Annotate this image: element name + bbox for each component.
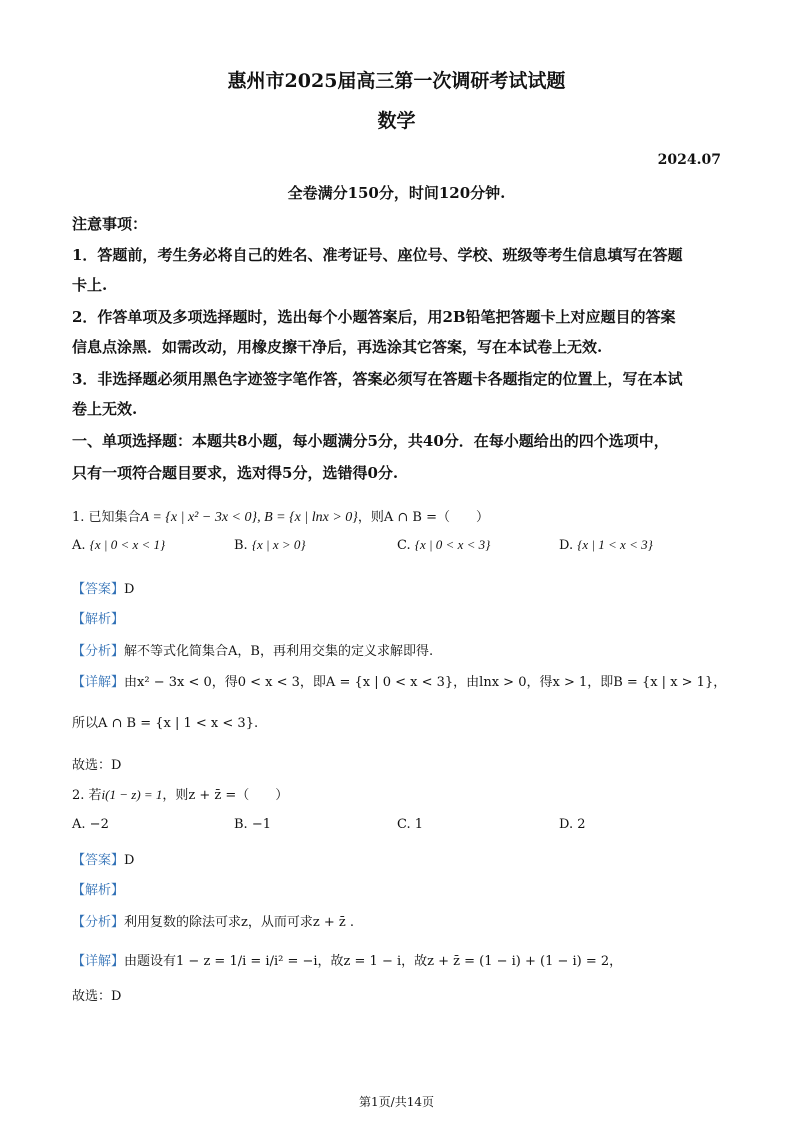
q1-option-b: B. {x | x > 0} bbox=[234, 537, 306, 553]
note-3-line-2: 卷上无效. bbox=[72, 400, 138, 418]
q2-option-d: D. 2 bbox=[559, 817, 586, 832]
note-1-line-1: 1．答题前，考生务必将自己的姓名、准考证号、座位号、学校、班级等考生信息填写在答题 bbox=[72, 246, 683, 264]
page-title: 惠州市2025届高三第一次调研考试试题 bbox=[227, 70, 566, 92]
note-3-line-1: 3．非选择题必须用黑色字迹签字笔作答，答案必须写在答题卡各题指定的位置上，写在本试 bbox=[72, 370, 683, 388]
q1-option-a: A. {x | 0 < x < 1} bbox=[72, 537, 166, 553]
question-1-stem bbox=[72, 506, 489, 526]
question-1-suffix: ，则A ∩ B =（ ） bbox=[357, 510, 490, 525]
notes-heading: 注意事项： bbox=[72, 215, 148, 233]
exam-date: 2024.07 bbox=[657, 152, 721, 168]
section-heading-line-1: 一、单项选择题：本题共8小题，每小题满分5分，共40分．在每小题给出的四个选项中， bbox=[72, 432, 669, 450]
q2-option-b: B. −1 bbox=[234, 817, 271, 832]
q1-option-c: C. {x | 0 < x < 3} bbox=[397, 537, 491, 553]
question-1-prefix: 1. 已知集合 bbox=[72, 510, 141, 525]
q1-choose: 故选：D bbox=[72, 758, 122, 773]
q2-answer: 【答案】D bbox=[72, 853, 135, 868]
q2-choose: 故选：D bbox=[72, 989, 122, 1004]
q2-fenxi: 【分析】利用复数的除法可求z，从而可求z + z̄ . bbox=[72, 915, 354, 930]
question-2-prefix: 2. 若 bbox=[72, 788, 102, 803]
q2-option-a: A. −2 bbox=[72, 817, 109, 832]
question-2-suffix: ，则z + z̄ =（ ） bbox=[162, 788, 289, 803]
question-2-math: i(1 − z) = 1 bbox=[101, 787, 163, 802]
section-heading-line-2: 只有一项符合题目要求，选对得5分，选错得0分. bbox=[72, 464, 399, 482]
q2-analysis-label: 【解析】 bbox=[72, 883, 125, 898]
exam-info: 全卷满分150分，时间120分钟. bbox=[287, 184, 506, 202]
q1-answer: 【答案】D bbox=[72, 582, 135, 597]
note-2-line-1: 2．作答单项及多项选择题时，选出每个小题答案后，用2B铅笔把答题卡上对应题目的答案 bbox=[72, 308, 676, 326]
subject-title: 数学 bbox=[377, 110, 416, 132]
q1-detail-line-1: 【详解】由x² − 3x < 0，得0 < x < 3，即A = {x | 0 < x < 3}，由lnx > 0，得x > 1，即B = {x | x > 1}， bbox=[72, 675, 727, 690]
q1-fenxi: 【分析】解不等式化简集合A，B，再利用交集的定义求解即得. bbox=[72, 644, 434, 659]
q1-option-d: D. {x | 1 < x < 3} bbox=[559, 537, 653, 553]
q2-option-c: C. 1 bbox=[397, 817, 424, 832]
q1-detail-line-2: 所以A ∩ B = {x | 1 < x < 3}. bbox=[72, 716, 259, 731]
page-footer: 第1页/共14页 bbox=[359, 1095, 434, 1109]
question-2-stem bbox=[72, 784, 288, 803]
note-1-line-2: 卡上. bbox=[72, 276, 108, 294]
q1-analysis-label: 【解析】 bbox=[72, 612, 125, 627]
question-1-math: A = {x | x² − 3x < 0}, B = {x | lnx > 0} bbox=[140, 510, 358, 525]
q2-detail-line-1: 【详解】由题设有1 − z = 1/i = i/i² = −i，故z = 1 − i，故z + z̄ = (1 − i) + (1 − i) = 2， bbox=[72, 954, 623, 969]
note-2-line-2: 信息点涂黑．如需改动，用橡皮擦干净后，再选涂其它答案，写在本试卷上无效. bbox=[72, 338, 603, 356]
